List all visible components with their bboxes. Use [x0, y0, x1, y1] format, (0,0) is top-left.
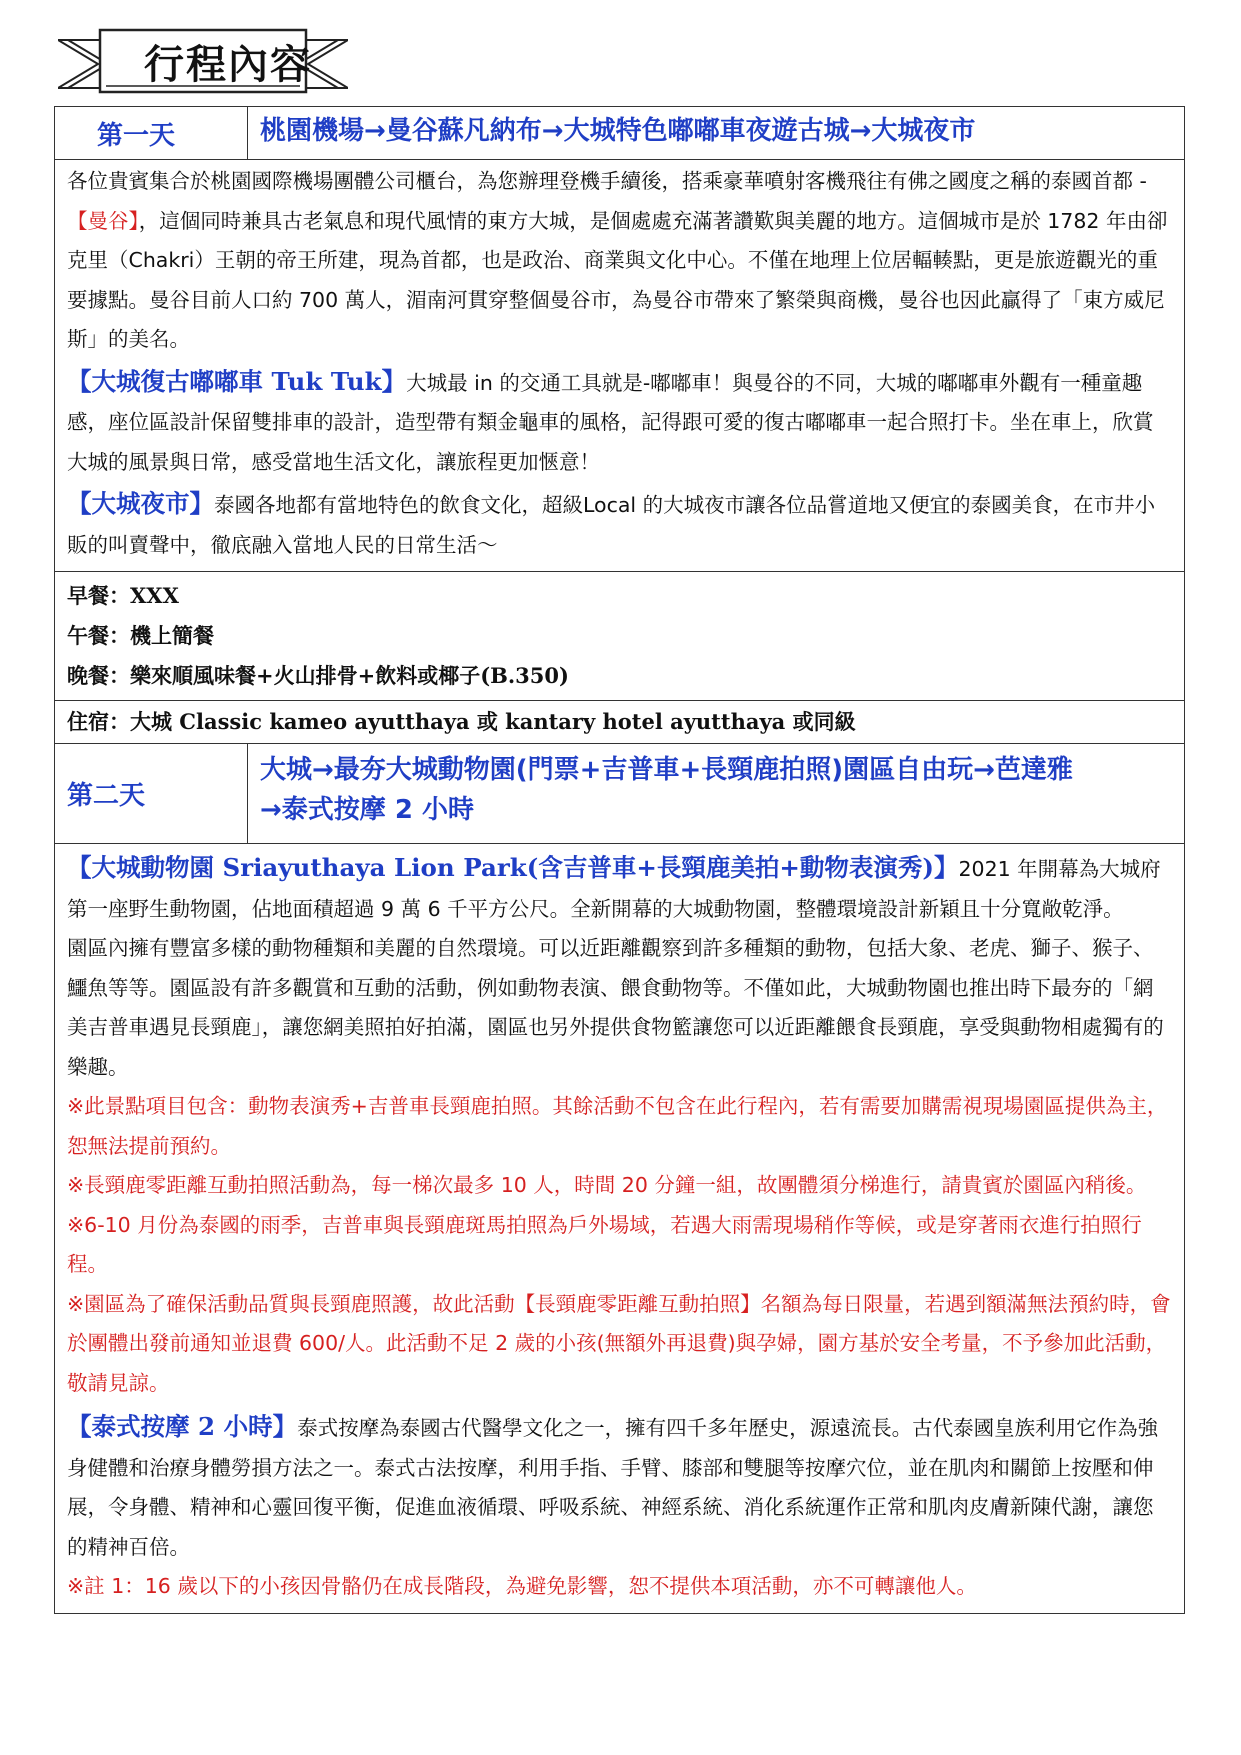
section-banner [58, 28, 348, 102]
day1-label: 第一天 [55, 107, 248, 159]
lunch-line: 午餐：機上簡餐 [67, 624, 214, 648]
day1-intro: 各位貴賓集合於桃園國際機場團體公司櫃台，為您辦理登機手續後，搭乘豪華噴射客機飛往有佛之國度之稱的泰國首都 - 【曼谷】，這個同時兼具古老氣息和現代風情的東方大城，是個處處充滿著讚歎與美麗的地方。這個城市是於 1782 年由卻克里（Chakri）王朝的帝王所建，現為首都，也是政治、商業與文化中心。不僅在地理上位居輻輳點，更是旅遊觀光的重要據點。曼谷目前人口約 700 萬人，湄南河貫穿整個曼谷市，為曼谷市帶來了繁榮與商機，曼谷也因此贏得了「東方威尼斯」的美名。 [67, 169, 1168, 351]
zoo-heading: 【大城動物園 Sriayuthaya Lion Park(含吉普車+長頸鹿美拍+動物表演秀)】 [67, 853, 959, 882]
day1-header-row [55, 107, 1184, 159]
day1-accommodation: 住宿：大城 Classic kameo ayutthaya 或 kantary hotel ayutthaya 或同級 [55, 700, 1184, 743]
day2-description [55, 843, 1184, 1613]
zoo-note-2: ※長頸鹿零距離互動拍照活動為，每一梯次最多 10 人，時間 20 分鐘一組，故團體須分梯進行，請貴賓於園區內稍後。 [67, 1173, 1147, 1197]
breakfast-line: 早餐：XXX [67, 583, 179, 608]
day1-meals [55, 571, 1184, 700]
massage-note: ※註 1：16 歲以下的小孩因骨骼仍在成長階段，為避免影響，恕不提供本項活動，亦不可轉讓他人。 [67, 1574, 977, 1598]
itinerary-table [54, 106, 1185, 1614]
dinner-line: 晚餐：樂來順風味餐+火山排骨+飲料或椰子(B.350) [67, 663, 569, 688]
zoo-note-3: ※6-10 月份為泰國的雨季，吉普車與長頸鹿斑馬拍照為戶外場域，若遇大雨需現場稍作等候，或是穿著雨衣進行拍照行程。 [67, 1212, 1142, 1276]
tuktuk-heading: 【大城復古嘟嘟車 Tuk Tuk】 [67, 366, 407, 396]
zoo-note-1: ※此景點項目包含：動物表演秀+吉普車長頸鹿拍照。其餘活動不包含在此行程內，若有需要加購需視現場園區提供為主，恕無法提前預約。 [67, 1094, 1168, 1158]
day2-header-row [55, 743, 1184, 843]
night-market-heading: 【大城夜市】 [67, 489, 214, 518]
zoo-paragraph: 【大城動物園 Sriayuthaya Lion Park(含吉普車+長頸鹿美拍+動物表演秀)】2021 年開幕為大城府第一座野生動物園，佔地面積超過 9 萬 6 千平方公尺。全新開幕的大城動物園，整體環境設計新穎且十分寬敞乾淨。 [67, 853, 1161, 921]
day1-title: 桃園機場→曼谷蘇凡納布→大城特色嘟嘟車夜遊古城→大城夜市 [260, 116, 976, 146]
tuktuk-paragraph: 【大城復古嘟嘟車 Tuk Tuk】大城最 in 的交通工具就是-嘟嘟車！與曼谷的不同，大城的嘟嘟車外觀有一種童趣感，座位區設計保留雙排車的設計，造型帶有類金龜車的風格，記得跟可愛的復古嘟嘟車一起合照打卡。坐在車上，欣賞大城的風景與日常，感受當地生活文化，讓旅程更加愜意！ [67, 366, 1154, 474]
zoo-note-4: ※園區為了確保活動品質與長頸鹿照護，故此活動【長頸鹿零距離互動拍照】名額為每日限量，若遇到額滿無法預約時，會於團體出發前通知並退費 600/人。此活動不足 2 歲的小孩(無額外再退費)與孕婦，園方基於安全考量，不予參加此活動，敬請見諒。 [67, 1291, 1171, 1395]
day2-title: 大城→最夯大城動物園(門票+吉普車+長頸鹿拍照)園區自由玩→芭達雅 →泰式按摩 2 小時 [260, 755, 1073, 825]
bangkok-highlight: 【曼谷】 [67, 208, 139, 233]
page-title: 行程內容 [144, 40, 312, 88]
night-market-paragraph: 【大城夜市】泰國各地都有當地特色的飲食文化，超級Local 的大城夜市讓各位品嘗道地又便宜的泰國美食，在市井小販的叫賣聲中，徹底融入當地人民的日常生活～ [67, 489, 1156, 557]
day1-description [55, 159, 1184, 571]
massage-heading: 【泰式按摩 2 小時】 [67, 1412, 298, 1441]
massage-paragraph: 【泰式按摩 2 小時】泰式按摩為泰國古代醫學文化之一，擁有四千多年歷史，源遠流長。古代泰國皇族利用它作為強身健體和治療身體勞損方法之一。泰式古法按摩，利用手指、手臂、膝部和雙腿等按摩穴位，並在肌肉和關節上按壓和伸展，令身體、精神和心靈回復平衡，促進血液循環、呼吸系統、神經系統、消化系統運作正常和肌肉皮膚新陳代謝，讓您的精神百倍。 [67, 1412, 1159, 1559]
day2-label: 第二天 [55, 744, 248, 843]
zoo-detail-paragraph: 園區內擁有豐富多樣的動物種類和美麗的自然環境。可以近距離觀察到許多種類的動物，包括大象、老虎、獅子、猴子、鱷魚等等。園區設有許多觀賞和互動的活動，例如動物表演、餵食動物等。不僅如此，大城動物園也推出時下最夯的「網美吉普車遇見長頸鹿」，讓您網美照拍好拍滿，園區也另外提供食物籃讓您可以近距離餵食長頸鹿，享受與動物相處獨有的樂趣。 [67, 936, 1164, 1079]
